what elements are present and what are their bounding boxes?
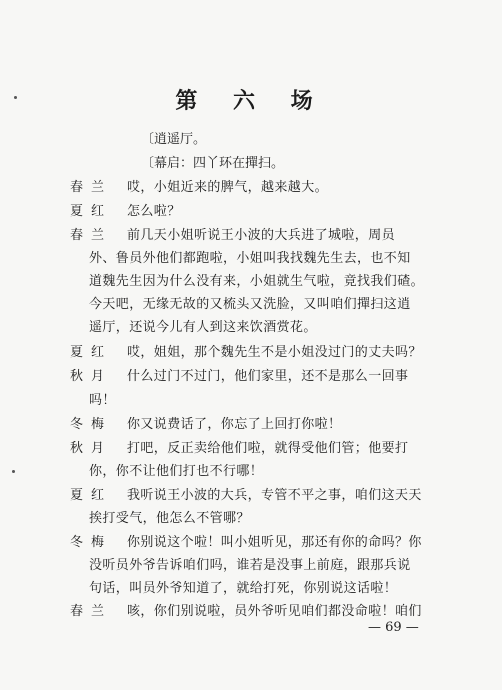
speech-text: 挨打受气，他怎么不管哪？ — [89, 511, 250, 526]
speech-text: 句话，叫员外爷知道了，就给打死，你别说这话啦！ — [89, 581, 398, 596]
speech-text: 吗！ — [89, 393, 116, 408]
speech-text: 遥厅，还说今儿有人到这来饮酒赏花。 — [89, 320, 317, 335]
speech-text: 你别说这个啦！叫小姐听见，那还有你的命吗？你 — [127, 535, 422, 550]
dialogue-line — [0, 389, 502, 411]
speech-text: 哎，小姐近来的脾气，越来越大。 — [127, 180, 329, 195]
scan-speck — [12, 470, 15, 473]
speaker: 冬梅 — [70, 417, 113, 432]
speech-text: 今天吧，无缘无故的又梳头又洗脸，又叫咱们撣扫这逍 — [89, 297, 411, 312]
dialogue-line — [0, 176, 502, 198]
dialogue-line — [0, 200, 502, 222]
dialogue-line — [0, 437, 502, 459]
scene-heading: 第 六 场 — [175, 88, 327, 114]
dialogue-line — [0, 316, 502, 338]
dialogue-line — [0, 365, 502, 387]
dialogue-line — [0, 600, 502, 622]
speech-text: 什么过门不过门，他们家里，还不是那么一回事 — [127, 369, 409, 384]
page-number: — 69 — — [368, 620, 419, 635]
speaker: 春兰 — [70, 228, 113, 243]
dialogue-line — [0, 270, 502, 292]
speaker: 秋月 — [70, 369, 113, 384]
dialogue-line — [0, 554, 502, 576]
speaker: 秋月 — [70, 441, 113, 456]
dialogue-line — [0, 531, 502, 553]
speech-text: 哎，姐姐，那个魏先生不是小姐没过门的丈夫吗？ — [127, 345, 422, 360]
speech-text: 没听员外爷告诉咱们吗，谁若是没事上前庭，跟那兵说 — [89, 558, 411, 573]
speech-text: 你又说费话了，你忘了上回打你啦！ — [127, 417, 342, 432]
speaker: 春兰 — [70, 604, 113, 619]
speech-text: 怎么啦？ — [127, 204, 181, 219]
speech-text: 你，你不让他们打也不行哪！ — [89, 464, 264, 479]
speech-text: 打吧，反正卖给他们啦，就得受他们管；他要打 — [127, 441, 409, 456]
speech-text: 前几天小姐听说王小波的大兵进了城啦，周员 — [127, 228, 396, 243]
dialogue-line — [0, 413, 502, 435]
scan-speck — [14, 96, 17, 99]
dialogue-line — [0, 224, 502, 246]
speaker: 夏红 — [70, 345, 113, 360]
speaker: 夏红 — [70, 488, 113, 503]
speech-text: 外、鲁员外他们都跑啦，小姐叫我找魏先生去，也不知 — [89, 251, 411, 266]
dialogue-line — [0, 460, 502, 482]
stage-direction-1: 〔逍遥厅。 — [141, 132, 207, 147]
speaker: 春兰 — [70, 180, 113, 195]
speech-text: 我听说王小波的大兵，专管不平之事，咱们这天天 — [127, 488, 422, 503]
stage-direction-2: 〔幕启：四丫环在撣扫。 — [141, 156, 285, 171]
speaker: 冬梅 — [70, 535, 113, 550]
speaker: 夏红 — [70, 204, 113, 219]
speech-text: 道魏先生因为什么没有来，小姐就生气啦，竟找我们碴。 — [89, 274, 425, 289]
dialogue-line — [0, 247, 502, 269]
dialogue-line — [0, 577, 502, 599]
speech-text: 咳，你们别说啦，员外爷听见咱们都没命啦！咱们 — [127, 604, 422, 619]
dialogue-line — [0, 507, 502, 529]
dialogue-line — [0, 293, 502, 315]
dialogue-line — [0, 484, 502, 506]
dialogue-line — [0, 341, 502, 363]
